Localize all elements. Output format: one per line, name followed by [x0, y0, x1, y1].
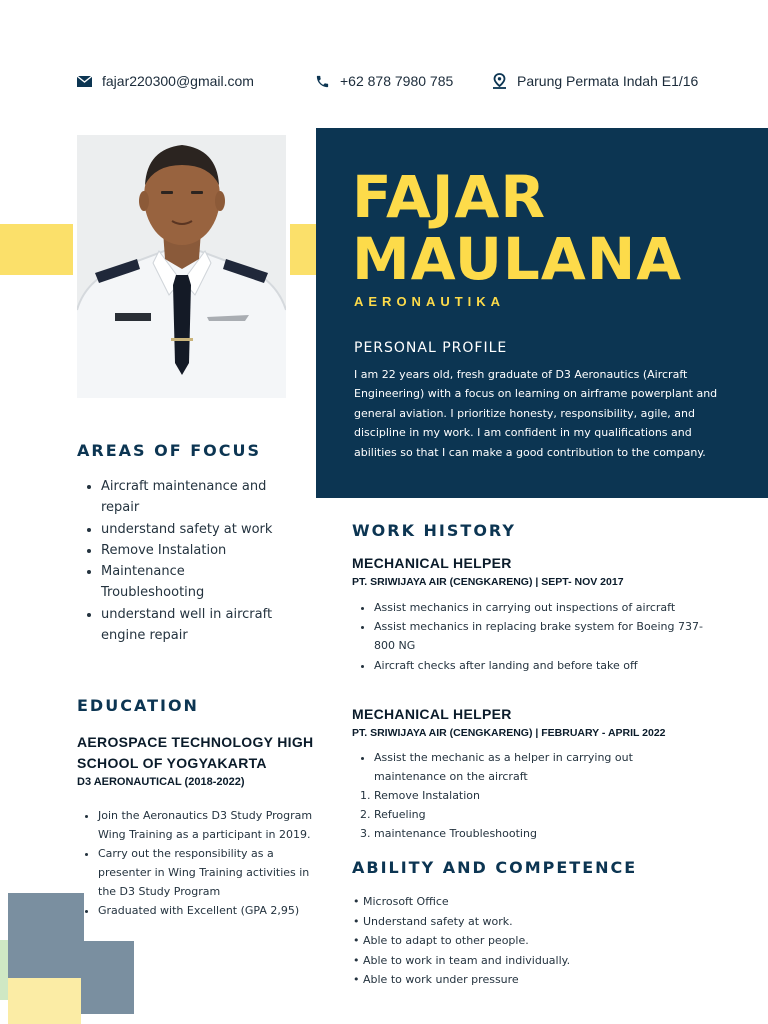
education-list [98, 806, 313, 920]
job-title: MECHANICAL HELPER [352, 555, 512, 571]
degree: D3 AERONAUTICAL (2018-2022) [77, 776, 245, 788]
areas-of-focus-list [101, 476, 276, 646]
address-text: Parung Permata Indah E1/16 [517, 73, 699, 89]
decorative-cream-block [8, 978, 81, 1024]
list-item: • Understand safety at work. [353, 914, 513, 928]
email-text: fajar220300@gmail.com [102, 73, 254, 89]
list-item: • Maintenance Troubleshooting [101, 561, 276, 604]
contact-address[interactable] [492, 72, 698, 90]
header-panel [316, 128, 768, 498]
list-item: • Able to work in team and individually. [353, 953, 571, 967]
list-item: • Graduated with Excellent (GPA 2,95) [98, 901, 313, 920]
job-duties-list [374, 748, 704, 786]
list-item: • Join the Aeronautics D3 Study Program Wing Training as a participant in 2019. [98, 806, 313, 844]
full-name [352, 163, 683, 293]
list-item: 1. Remove Instalation [374, 786, 704, 805]
ability-competence-heading: ABILITY AND COMPETENCE [352, 858, 638, 877]
list-item: • Assist mechanics in replacing brake system for Boeing 737-800 NG [374, 617, 704, 655]
list-item: • Able to adapt to other people. [353, 934, 529, 948]
list-item: • Assist mechanics in carrying out inspections of aircraft [374, 598, 704, 617]
list-item: 3. maintenance Troubleshooting [374, 824, 704, 843]
school-name: AEROSPACE TECHNOLOGY HIGH SCHOOL OF YOGYAKARTA [77, 734, 314, 771]
list-item: • Remove Instalation [101, 540, 276, 561]
list-item: • Carry out the responsibility as a presenter in Wing Training activities in the D3 Study Program [98, 844, 313, 901]
profile-photo [77, 135, 286, 398]
ability-list [353, 892, 570, 990]
contact-phone[interactable] [315, 72, 453, 90]
job-subtitle: AERONAUTIKA [354, 294, 506, 309]
job-duties-list [374, 598, 704, 675]
areas-of-focus-heading: AREAS OF FOCUS [77, 441, 261, 460]
list-item: • understand safety at work [101, 519, 276, 540]
list-item: • Assist the mechanic as a helper in carrying out maintenance on the aircraft [374, 748, 704, 786]
job-employer: PT. SRIWIJAYA AIR (CENGKARENG) | SEPT- NOV 2017 [352, 576, 624, 588]
personal-profile-text: I am 22 years old, fresh graduate of D3 Aeronautics (Aircraft Engineering) with a focus on learning on airframe powerplant and general aviation. I prioritize honesty, responsibility, agile, and discipline in my work. I am confident in my qualifications and abilities so that I can make a good contribution to the company. [354, 368, 718, 459]
contact-email[interactable] [77, 72, 254, 90]
list-item: • Able to work under pressure [353, 973, 519, 987]
envelope-icon [77, 76, 92, 87]
job-employer: PT. SRIWIJAYA AIR (CENGKARENG) | FEBRUARY - APRIL 2022 [352, 727, 666, 739]
list-item: • Aircraft maintenance and repair [101, 476, 276, 519]
location-pin-icon [492, 73, 507, 89]
list-item: • Aircraft checks after landing and before take off [374, 656, 704, 675]
decorative-yellow-block-right [290, 224, 317, 275]
list-item: • understand well in aircraft engine repair [101, 604, 276, 647]
list-item: • Microsoft Office [353, 895, 449, 908]
personal-profile-heading: PERSONAL PROFILE [354, 340, 508, 356]
job-tasks-numbered-list [374, 786, 704, 844]
job-title: MECHANICAL HELPER [352, 706, 512, 722]
work-history-heading: WORK HISTORY [352, 521, 516, 540]
last-name: MAULANA [352, 225, 683, 293]
decorative-yellow-block-left [0, 224, 73, 275]
list-item: 2. Refueling [374, 805, 704, 824]
first-name: FAJAR [352, 163, 546, 231]
education-heading: EDUCATION [77, 696, 199, 715]
phone-icon [315, 74, 330, 89]
phone-text: +62 878 7980 785 [340, 73, 454, 89]
